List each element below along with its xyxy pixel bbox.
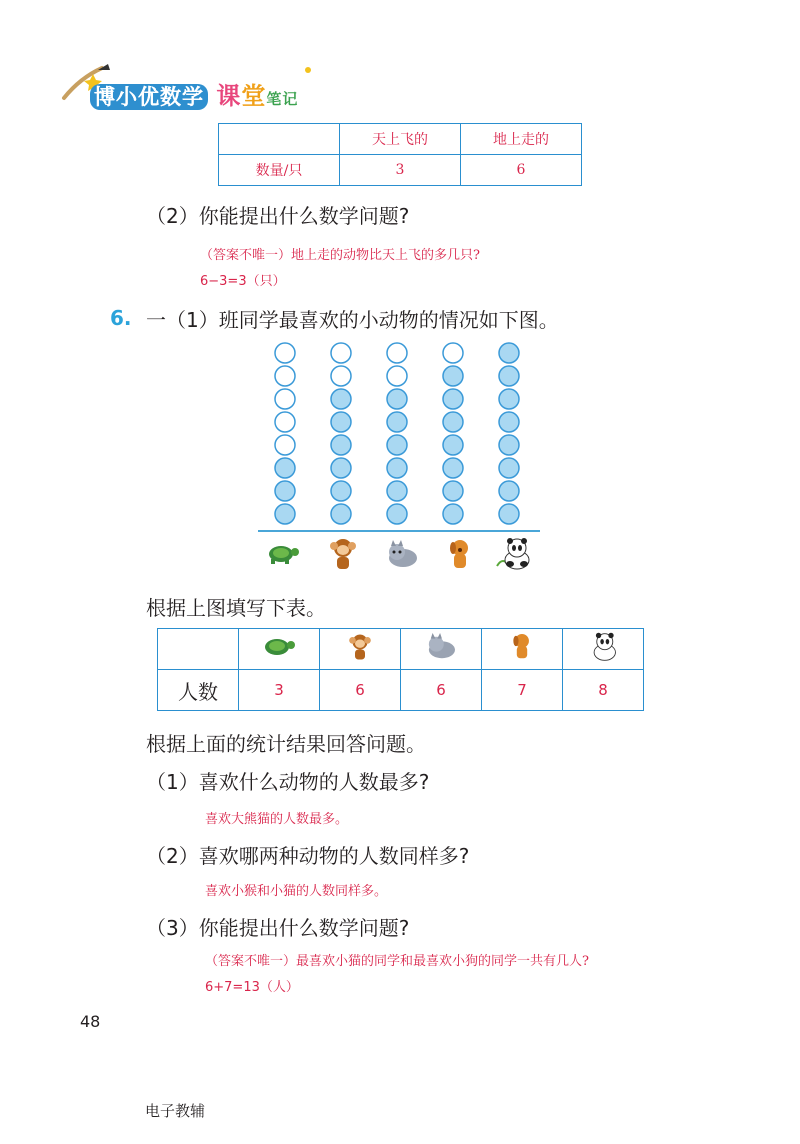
empty-circle [443,343,463,363]
chart-animal-row [265,536,565,576]
table-row [219,155,582,186]
table-header: 地上走的 [461,124,582,155]
table-cell [219,124,340,155]
monkey-icon [325,536,361,572]
filled-circle [443,458,463,478]
panda-icon [585,631,621,663]
answer-6-3-line2: 6+7=13（人） [205,980,299,995]
answer-6-1: 喜欢大熊猫的人数最多。 [205,812,349,827]
filled-circle [275,458,295,478]
table-row-label: 数量/只 [219,155,340,186]
header-word-ke: 课 [216,82,242,110]
turtle-icon [261,635,297,659]
turtle-icon [265,542,301,566]
header-word-tang: 堂 [241,82,267,110]
table-header-animal [401,629,482,670]
question-5-2: （2）你能提出什么数学问题? [146,204,410,228]
table-cell: 8 [563,670,644,711]
table-header-animal [320,629,401,670]
empty-circle [275,343,295,363]
cat-icon [422,633,460,661]
empty-circle [387,366,407,386]
top-table [218,123,582,186]
question-6-title: 一（1）班同学最喜欢的小动物的情况如下图。 [146,308,559,332]
filled-circle [499,343,519,363]
filled-circle [331,389,351,409]
question-6-1: （1）喜欢什么动物的人数最多? [146,770,430,794]
header-brand: 博小优数学 [90,84,208,110]
answer-5-2-line1: （答案不唯一）地上走的动物比天上飞的多几只? [200,248,480,263]
table-cell: 7 [482,670,563,711]
question-number: 6. [110,306,132,330]
empty-circle [275,366,295,386]
table-header-animal [239,629,320,670]
filled-circle [331,412,351,432]
instruction-fill-table: 根据上图填写下表。 [146,596,326,620]
empty-circle [275,389,295,409]
question-6-2: （2）喜欢哪两种动物的人数同样多? [146,844,470,868]
dog-icon [445,538,475,572]
table-header-animal [563,629,644,670]
filled-circle [387,412,407,432]
filled-circle [275,481,295,501]
answer-intro: 根据上面的统计结果回答问题。 [146,732,426,756]
table-header: 天上飞的 [340,124,461,155]
filled-circle [499,504,519,524]
panda-icon [495,536,535,572]
filled-circle [331,504,351,524]
empty-circle [387,343,407,363]
table-row-label: 人数 [158,670,239,711]
filled-circle [499,435,519,455]
filled-circle [499,412,519,432]
animal-count-table [157,628,644,711]
filled-circle [275,504,295,524]
table-cell: 3 [340,155,461,186]
header-logo [90,76,298,111]
filled-circle [499,458,519,478]
answer-6-3-line1: （答案不唯一）最喜欢小猫的同学和最喜欢小狗的同学一共有几人? [205,954,589,969]
filled-circle [443,504,463,524]
header-word-biji: 笔记 [266,90,299,108]
chart-baseline [258,530,540,532]
filled-circle [443,481,463,501]
answer-6-2: 喜欢小猴和小猫的人数同样多。 [205,884,388,899]
cat-icon [383,540,421,570]
dog-icon [509,632,535,662]
table-cell: 6 [401,670,482,711]
monkey-icon [345,631,375,663]
table-cell: 6 [461,155,582,186]
filled-circle [387,389,407,409]
filled-circle [331,481,351,501]
answer-5-2-line2: 6−3=3（只） [200,274,286,289]
filled-circle [499,366,519,386]
filled-circle [331,435,351,455]
empty-circle [275,412,295,432]
filled-circle [387,504,407,524]
empty-circle [331,366,351,386]
empty-circle [275,435,295,455]
table-row [219,124,582,155]
filled-circle [443,389,463,409]
filled-circle [331,458,351,478]
filled-circle [443,412,463,432]
filled-circle [443,435,463,455]
table-cell: 3 [239,670,320,711]
footer-source: 电子教辅 [145,1102,206,1120]
filled-circle [387,458,407,478]
page-number: 48 [80,1012,101,1031]
filled-circle [387,435,407,455]
filled-circle [499,389,519,409]
filled-circle [499,481,519,501]
question-6-3: （3）你能提出什么数学问题? [146,916,410,940]
table-header-animal [482,629,563,670]
table-cell: 6 [320,670,401,711]
empty-circle [331,343,351,363]
filled-circle [387,481,407,501]
table-row [158,670,644,711]
table-row [158,629,644,670]
table-cell [158,629,239,670]
filled-circle [443,366,463,386]
